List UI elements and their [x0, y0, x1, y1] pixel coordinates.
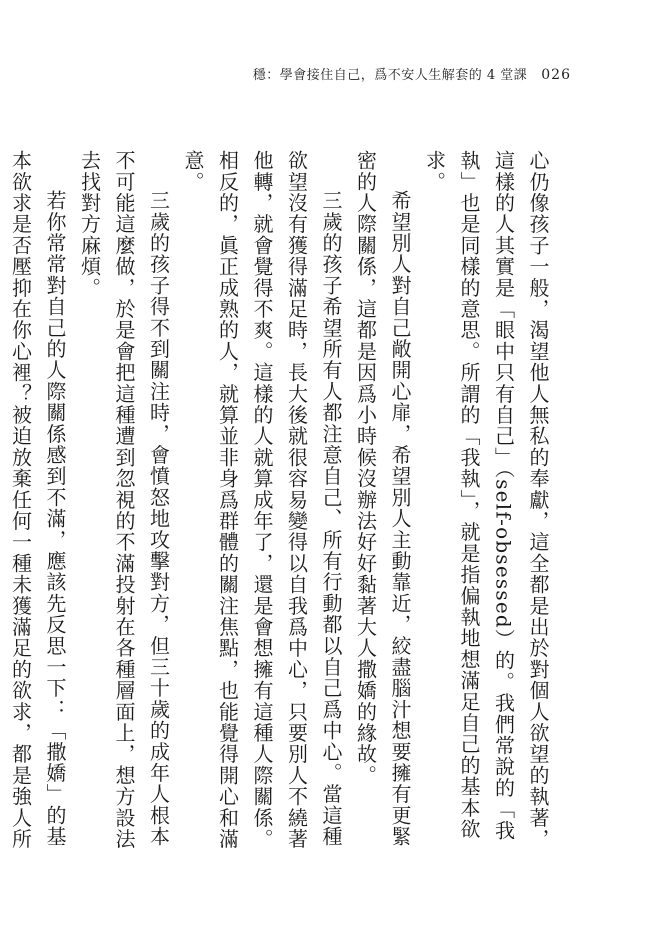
paragraph-3: 三歲的孩子希望所有人都注意自己、所有行動都以自己爲中心。當這種欲望沒有獲得滿足時，長大後就很容易變得以自我爲中心，只要別人不繞著他轉，就會覺得不爽。這樣的人就算成年了，還是會想擁有這種人際關係。相反的，眞正成熟的人，就算並非身爲群體的關注焦點，也能覺得開心和滿意。	[181, 150, 343, 850]
paragraph-5: 若你常常對自己的人際關係感到不滿，應該先反思一下：「撒嬌」的基本欲求是否壓抑在你心裡？被迫放棄任何一種未獲滿足的欲求，都是強人所	[8, 150, 67, 850]
page-number: 026	[541, 67, 571, 83]
vertical-text-body	[8, 150, 555, 850]
running-title: 穩：學會接住自己，爲不安人生解套的 4 堂課	[252, 68, 528, 83]
paragraph-1: 心仍像孩子一般，渴望他人無私的奉獻，這全都是出於對個人欲望的執著，這樣的人其實是「眼中只有自己」（self-obsessed）的。我們常說的「我執」也是同樣的意思。所謂的「我執」，就是指偏執地想滿足自己的基本欲求。	[422, 150, 550, 850]
running-header	[253, 64, 571, 83]
paragraph-2: 希望別人對自己敞開心扉，希望別人主動靠近，絞盡腦汁想要擁有更緊密的人際關係，這都是因爲小時候沒辦法好好黏著大人撒嬌的緣故。	[353, 150, 412, 848]
paragraph-4: 三歲的孩子得不到關注時，會憤怒地攻擊對方，但三十歲的成年人根本不可能這麼做，於是會把這種遭到忽視的不滿投射在各種層面上，想方設法去找對方麻煩。	[77, 150, 171, 850]
